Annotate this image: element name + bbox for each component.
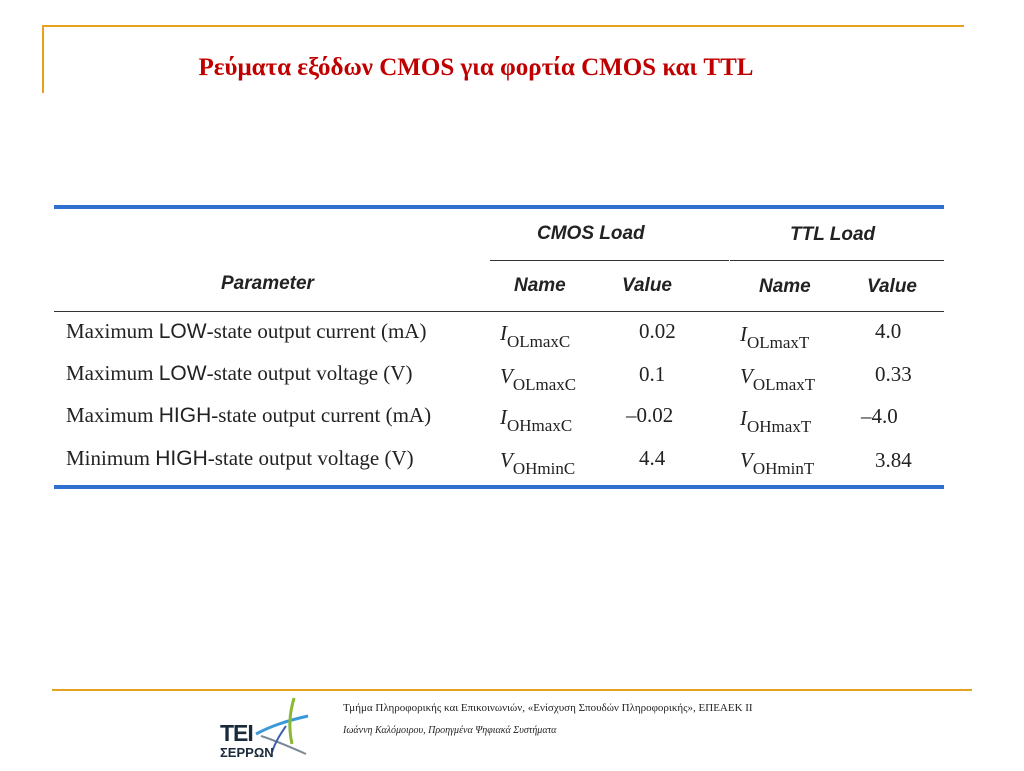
slide-frame-top <box>42 25 964 27</box>
table-row-ttl-name: $V_{OLmaxT}$ <box>740 364 816 394</box>
table-top-rule <box>54 205 944 209</box>
logo-serron-text: ΣΕΡΡΩΝ <box>220 745 274 760</box>
cmos-value-header: Value <box>622 275 672 296</box>
table-row-cmos-name: $I_{OLmaxC}$ <box>500 321 571 351</box>
table-row-cmos-name: $V_{OLmaxC}$ <box>500 364 577 394</box>
table-row-cmos-value: 0.02 <box>639 319 676 343</box>
table-row-cmos-name: $I_{OHmaxC}$ <box>500 405 573 435</box>
table-row-ttl-value: 0.33 <box>875 362 912 386</box>
cmos-load-header: CMOS Load <box>537 223 645 244</box>
cmos-name-header: Name <box>514 275 566 296</box>
table-row-ttl-value: 3.84 <box>875 448 912 472</box>
table-row-parameter: Minimum HIGH-state output voltage (V) <box>66 446 414 470</box>
parameter-header: Parameter <box>221 273 314 294</box>
tei-serron-logo <box>216 696 326 766</box>
table-row-cmos-value: 0.1 <box>639 362 666 386</box>
output-currents-table <box>54 205 944 489</box>
table-row-parameter: Maximum LOW-state output voltage (V) <box>66 361 413 385</box>
ttl-group-rule <box>730 260 944 261</box>
table-row-ttl-name: $I_{OLmaxT}$ <box>740 322 810 352</box>
logo-tei-text: ΤΕΙ <box>220 720 253 746</box>
table-row-cmos-value: 4.4 <box>639 446 666 470</box>
table-row-parameter: Maximum LOW-state output current (mA) <box>66 319 427 343</box>
footer-course: Ιωάννη Καλόμοιρου, Προηγμένα Ψηφιακά Συστήματα <box>343 725 557 736</box>
footer-department: Τμήμα Πληροφορικής και Επικοινωνιών, «Ενίσχυση Σπουδών Πληροφορικής», ΕΠΕΑΕΚ ΙΙ <box>343 702 753 714</box>
table-row-ttl-value: 4.0 <box>875 319 902 343</box>
table-row-cmos-name: $V_{OHminC}$ <box>500 448 576 478</box>
table-row-ttl-name: $V_{OHminT}$ <box>740 448 815 478</box>
footer-rule <box>52 689 972 691</box>
ttl-load-header: TTL Load <box>790 224 876 245</box>
ttl-value-header: Value <box>867 276 917 297</box>
table-row-cmos-value: –0.02 <box>626 403 674 427</box>
table-header-rule <box>54 311 944 312</box>
table-row-ttl-name: $I_{OHmaxT}$ <box>740 406 812 436</box>
ttl-name-header: Name <box>759 276 811 297</box>
table-row-ttl-value: –4.0 <box>861 404 898 428</box>
table-row-parameter: Maximum HIGH-state output current (mA) <box>66 403 432 427</box>
cmos-group-rule <box>490 260 729 261</box>
slide-title: Ρεύματα εξόδων CMOS για φορτία CMOS και TTL <box>198 54 754 81</box>
table-bottom-rule <box>54 485 944 489</box>
